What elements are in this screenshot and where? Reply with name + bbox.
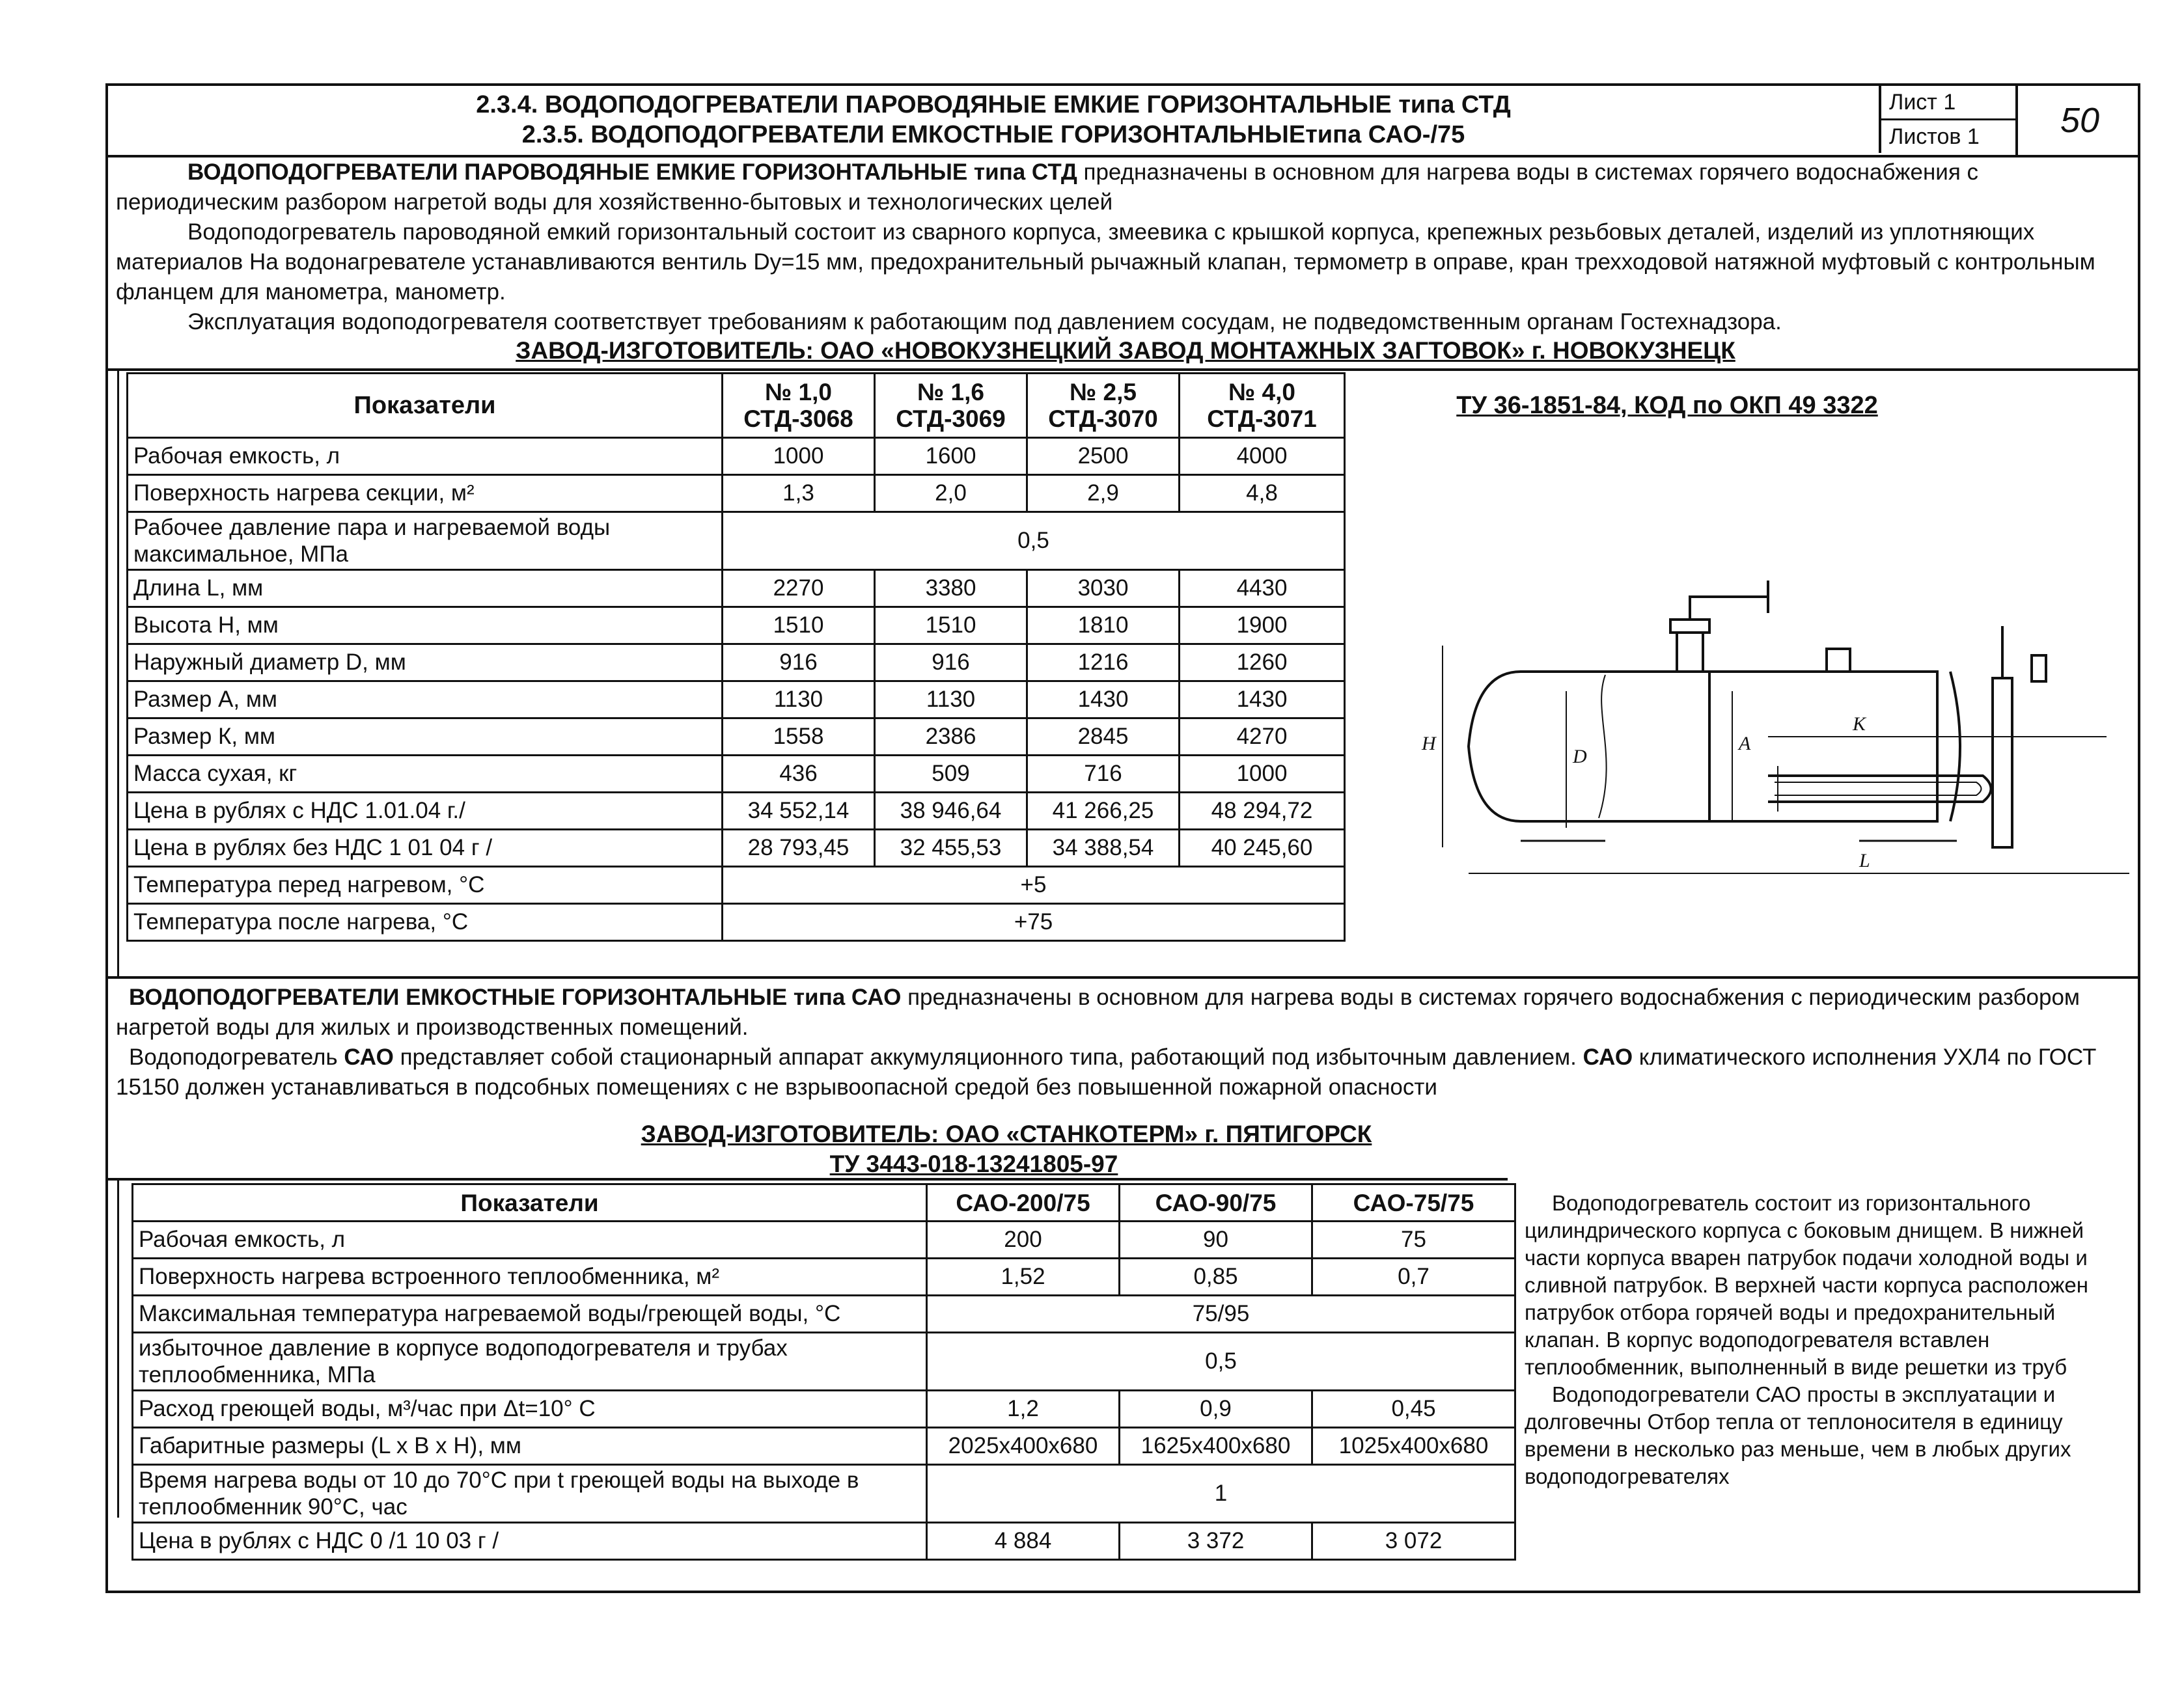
row-label: Расход греющей воды, м³/час при Δt=10° С xyxy=(133,1391,927,1428)
std-model-code: СТД-3069 xyxy=(896,405,1006,432)
row-value: 34 552,14 xyxy=(723,793,875,830)
row-value: 4430 xyxy=(1180,570,1345,607)
std-intro xyxy=(116,157,2134,217)
heater-drawing xyxy=(1403,541,2152,893)
row-label: Поверхность нагрева встроенного теплообменника, м² xyxy=(133,1259,927,1296)
table-row xyxy=(128,904,1345,941)
std-paragraph-2: Водоподогреватель пароводяной емкий горизонтальный состоит из сварного корпуса, змеевика с крышкой корпуса, крепежных резьбовых деталей, изделий из уплотняющих материалов На водонагревателе устанавливаются вентиль Dy=15 мм, предохранительный рычажный клапан, термометр в оправе, кран трехходовой натяжной муфтовый с контрольным фланцем для манометра, манометр. xyxy=(116,219,2095,305)
row-value: 4000 xyxy=(1180,438,1345,475)
label-a: А xyxy=(1739,733,1751,754)
row-value: 75 xyxy=(1312,1222,1515,1259)
table-row xyxy=(128,867,1345,904)
row-label: Высота Н, мм xyxy=(128,607,723,644)
sao-intro-rest: предназначены в основном для нагрева воды в системах горячего водоснабжения с периодическим разбором нагретой воды для жилых и производственных помещений. xyxy=(116,985,2080,1040)
row-value-merged: +75 xyxy=(723,904,1345,941)
table-row xyxy=(128,438,1345,475)
sao-side-paragraph-2: Водоподогреватели САО просты в эксплуатации и долговечны Отбор тепла от теплоносителя в единицу времени в несколько раз меньше, чем в любых других водоподогревателях xyxy=(1525,1382,2071,1488)
row-label: Поверхность нагрева секции, м² xyxy=(128,475,723,512)
std-header-model xyxy=(875,374,1027,438)
row-value: 916 xyxy=(723,644,875,681)
row-value-merged: 1 xyxy=(927,1465,1515,1523)
sao-p2-b: САО xyxy=(344,1045,394,1070)
row-label: Габаритные размеры (L х В х Н), мм xyxy=(133,1428,927,1465)
sheet-box xyxy=(1879,86,2015,155)
row-value: 716 xyxy=(1027,756,1180,793)
std-model-number: № 1,6 xyxy=(917,379,984,405)
page-number: 50 xyxy=(2015,86,2142,155)
table-row xyxy=(133,1465,1515,1523)
table-row xyxy=(133,1222,1515,1259)
std-tu-code: ТУ 36-1851-84, КОД по ОКП 49 3322 xyxy=(1456,392,1878,419)
row-value: 916 xyxy=(875,644,1027,681)
row-value: 2845 xyxy=(1027,718,1180,756)
row-value: 1025x400x680 xyxy=(1312,1428,1515,1465)
row-value: 90 xyxy=(1120,1222,1312,1259)
row-value: 1510 xyxy=(723,607,875,644)
std-paragraph-3: Эксплуатация водоподогревателя соответствует требованиям к работающим под давлением сосудам, не подведомственным органам Гостехнадзора. xyxy=(187,309,1782,335)
label-d: D xyxy=(1573,746,1587,767)
std-model-code: СТД-3068 xyxy=(743,405,853,432)
row-value: 1130 xyxy=(723,681,875,718)
divider xyxy=(108,976,2138,979)
row-value: 1810 xyxy=(1027,607,1180,644)
row-label: Масса сухая, кг xyxy=(128,756,723,793)
sao-spec-table xyxy=(131,1183,1516,1561)
std-header-model xyxy=(1180,374,1345,438)
row-value: 509 xyxy=(875,756,1027,793)
row-label: Время нагрева воды от 10 до 70°С при t греющей воды на выходе в теплообменник 90°С, час xyxy=(133,1465,927,1523)
std-header-model xyxy=(1027,374,1180,438)
row-value: 4270 xyxy=(1180,718,1345,756)
row-value: 0,9 xyxy=(1120,1391,1312,1428)
row-label: Рабочее давление пара и нагреваемой воды максимальное, МПа xyxy=(128,512,723,570)
table-row xyxy=(128,512,1345,570)
divider xyxy=(108,368,2138,371)
divider xyxy=(108,1178,1508,1181)
sao-side-paragraph-1: Водоподогреватель состоит из горизонтального цилиндрического корпуса с боковым днищем. В нижней части корпуса вварен патрубок подачи холодной воды и сливной патрубок. В верхней части корпуса расположен патрубок отбора горячей воды и предохранительный клапан. В корпус водоподогревателя вставлен теплообменник, выполненный в виде решетки из труб xyxy=(1525,1191,2089,1379)
table-row xyxy=(133,1333,1515,1391)
sheets-count-label: Листов 1 xyxy=(1879,118,2015,153)
std-spec-table xyxy=(126,372,1346,942)
row-value: 1260 xyxy=(1180,644,1345,681)
row-value: 1,52 xyxy=(927,1259,1120,1296)
row-label: Размер А, мм xyxy=(128,681,723,718)
row-value: 2,9 xyxy=(1027,475,1180,512)
row-value: 38 946,64 xyxy=(875,793,1027,830)
std-model-code: СТД-3071 xyxy=(1207,405,1317,432)
table-row xyxy=(133,1259,1515,1296)
row-value: 1558 xyxy=(723,718,875,756)
row-value: 0,45 xyxy=(1312,1391,1515,1428)
sao-header-indicators: Показатели xyxy=(133,1184,927,1222)
row-value: 1510 xyxy=(875,607,1027,644)
std-model-number: № 1,0 xyxy=(765,379,832,405)
std-intro-rest: предназначены в основном для нагрева воды в системах горячего водоснабжения с периодическим разбором нагретой воды для хозяйственно-бытовых и технологических целей xyxy=(116,159,1979,215)
sao-p2-d: САО xyxy=(1583,1045,1633,1070)
std-model-number: № 2,5 xyxy=(1070,379,1137,405)
sao-header-model: САО-200/75 xyxy=(927,1184,1120,1222)
sao-side-description xyxy=(1525,1190,2123,1490)
std-header-indicators: Показатели xyxy=(128,374,723,438)
sao-tu-code: ТУ 3443-018-13241805-97 xyxy=(829,1151,1118,1177)
row-value: 4 884 xyxy=(927,1523,1120,1560)
sao-p2-c: представляет собой стационарный аппарат аккумуляционного типа, работающий под избыточным давлением. xyxy=(393,1045,1583,1070)
row-value: 1430 xyxy=(1180,681,1345,718)
row-value: 2500 xyxy=(1027,438,1180,475)
title-line-1: 2.3.4. ВОДОПОДОГРЕВАТЕЛИ ПАРОВОДЯНЫЕ ЕМКИЕ ГОРИЗОНТАЛЬНЫЕ типа СТД xyxy=(476,91,1511,118)
table-row xyxy=(128,607,1345,644)
row-label: Максимальная температура нагреваемой воды/греющей воды, °С xyxy=(133,1296,927,1333)
row-value: 1,2 xyxy=(927,1391,1120,1428)
table-row xyxy=(133,1523,1515,1560)
row-value: 41 266,25 xyxy=(1027,793,1180,830)
sao-header-model: САО-90/75 xyxy=(1120,1184,1312,1222)
table-row xyxy=(133,1391,1515,1428)
table-row xyxy=(128,830,1345,867)
row-value: 2,0 xyxy=(875,475,1027,512)
sao-p2-e: климатического исполнения УХЛ4 по ГОСТ 15150 должен устанавливаться в подсобных помещениях с не взрывоопасной средой без повышенной пожарной опасности xyxy=(116,1045,2097,1100)
row-value: 3 372 xyxy=(1120,1523,1312,1560)
table-row xyxy=(128,718,1345,756)
sao-intro-bold: ВОДОПОДОГРЕВАТЕЛИ ЕМКОСТНЫЕ ГОРИЗОНТАЛЬНЫЕ типа САО xyxy=(129,985,902,1010)
row-value: 436 xyxy=(723,756,875,793)
row-value: 3030 xyxy=(1027,570,1180,607)
row-label: Наружный диаметр D, мм xyxy=(128,644,723,681)
row-value: 40 245,60 xyxy=(1180,830,1345,867)
table-row xyxy=(133,1428,1515,1465)
sao-manufacturer: ЗАВОД-ИЗГОТОВИТЕЛЬ: ОАО «СТАНКОТЕРМ» г. ПЯТИГОРСК xyxy=(641,1121,1372,1147)
row-value: 48 294,72 xyxy=(1180,793,1345,830)
label-k: К xyxy=(1853,713,1866,735)
std-manufacturer: ЗАВОД-ИЗГОТОВИТЕЛЬ: ОАО «НОВОКУЗНЕЦКИЙ ЗАВОД МОНТАЖНЫХ ЗАГТОВОК» г. НОВОКУЗНЕЦК xyxy=(516,337,1735,364)
row-value: 4,8 xyxy=(1180,475,1345,512)
row-label: Рабочая емкость, л xyxy=(133,1222,927,1259)
row-value: 3380 xyxy=(875,570,1027,607)
row-value: 1900 xyxy=(1180,607,1345,644)
row-value: 2270 xyxy=(723,570,875,607)
row-value: 1000 xyxy=(723,438,875,475)
table-row xyxy=(128,570,1345,607)
sao-header-model: САО-75/75 xyxy=(1312,1184,1515,1222)
sao-intro xyxy=(116,983,2134,1043)
tank-body xyxy=(1469,672,1937,821)
table-row xyxy=(128,756,1345,793)
table-row xyxy=(128,793,1345,830)
row-value: 3 072 xyxy=(1312,1523,1515,1560)
std-table-margin xyxy=(108,370,119,976)
sheet-label: Лист 1 xyxy=(1879,86,2015,118)
row-value: 28 793,45 xyxy=(723,830,875,867)
row-value: 1600 xyxy=(875,438,1027,475)
row-label: Цена в рублях без НДС 1 01 04 г / xyxy=(128,830,723,867)
row-value-merged: +5 xyxy=(723,867,1345,904)
row-value: 2386 xyxy=(875,718,1027,756)
row-label: Размер К, мм xyxy=(128,718,723,756)
std-header-model xyxy=(723,374,875,438)
row-value-merged: 0,5 xyxy=(927,1333,1515,1391)
row-label: Температура перед нагревом, °С xyxy=(128,867,723,904)
row-value: 1430 xyxy=(1027,681,1180,718)
row-value: 32 455,53 xyxy=(875,830,1027,867)
row-label: Длина L, мм xyxy=(128,570,723,607)
table-row xyxy=(133,1296,1515,1333)
row-value: 1000 xyxy=(1180,756,1345,793)
row-value: 1,3 xyxy=(723,475,875,512)
table-row xyxy=(128,644,1345,681)
sao-paragraph-2 xyxy=(116,1043,2134,1102)
row-value: 0,7 xyxy=(1312,1259,1515,1296)
row-value: 34 388,54 xyxy=(1027,830,1180,867)
sao-p2-a: Водоподогреватель xyxy=(129,1045,344,1070)
std-table-header-row xyxy=(128,374,1345,438)
row-label: Цена в рублях с НДС 0 /1 10 03 г / xyxy=(133,1523,927,1560)
row-label: Рабочая емкость, л xyxy=(128,438,723,475)
label-h: Н xyxy=(1422,733,1436,754)
std-model-code: СТД-3070 xyxy=(1048,405,1158,432)
row-value: 1216 xyxy=(1027,644,1180,681)
row-value: 2025x400x680 xyxy=(927,1428,1120,1465)
row-value: 1625x400x680 xyxy=(1120,1428,1312,1465)
row-label: Цена в рублях с НДС 1.01.04 г./ xyxy=(128,793,723,830)
sao-table-header-row xyxy=(133,1184,1515,1222)
row-value: 1130 xyxy=(875,681,1027,718)
table-row xyxy=(128,475,1345,512)
row-value-merged: 75/95 xyxy=(927,1296,1515,1333)
row-label: избыточное давление в корпусе водоподогревателя и трубах теплообменника, МПа xyxy=(133,1333,927,1391)
table-row xyxy=(128,681,1345,718)
label-l: L xyxy=(1859,850,1870,871)
row-value-merged: 0,5 xyxy=(723,512,1345,570)
title-line-2: 2.3.5. ВОДОПОДОГРЕВАТЕЛИ ЕМКОСТНЫЕ ГОРИЗОНТАЛЬНЫЕтипа САО-/75 xyxy=(521,121,1465,148)
row-label: Температура после нагрева, °С xyxy=(128,904,723,941)
document-page xyxy=(105,83,2140,1593)
std-intro-bold: ВОДОПОДОГРЕВАТЕЛИ ПАРОВОДЯНЫЕ ЕМКИЕ ГОРИЗОНТАЛЬНЫЕ типа СТД xyxy=(187,159,1077,185)
row-value: 200 xyxy=(927,1222,1120,1259)
sao-table-margin xyxy=(108,1179,119,1518)
document-header xyxy=(108,86,2138,157)
std-model-number: № 4,0 xyxy=(1228,379,1295,405)
row-value: 0,85 xyxy=(1120,1259,1312,1296)
